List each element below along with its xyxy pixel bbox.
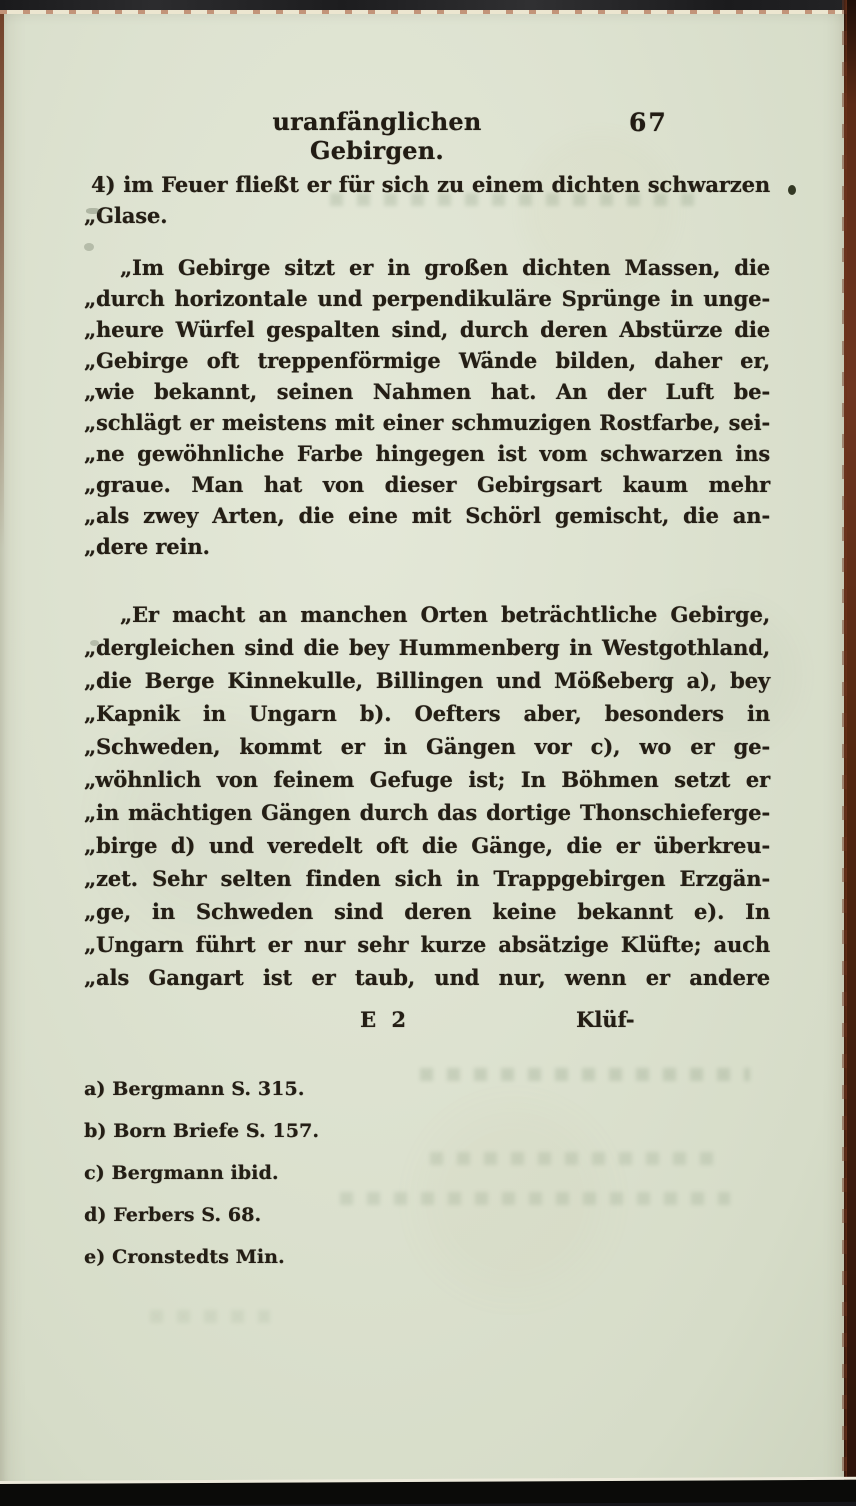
- text-line: „heure Würfel gespalten sind, durch deren Abstürze die: [84, 317, 770, 342]
- text-line: „birge d) und veredelt oft die Gänge, die er überkreu-: [84, 833, 770, 858]
- text-line: „graue. Man hat von dieser Gebirgsart kaum mehr: [84, 472, 770, 497]
- text-line: „Er macht an manchen Orten beträchtliche Gebirge,: [120, 602, 770, 627]
- text-line: „Glase.: [84, 203, 168, 228]
- paragraph: [84, 169, 770, 231]
- text-line: „als zwey Arten, die eine mit Schörl gemischt, die an-: [84, 503, 770, 528]
- page-left-edge: [0, 9, 4, 549]
- page-title: uranfänglichen Gebirgen.: [272, 107, 482, 165]
- bleedthrough-ghost: [150, 1310, 270, 1323]
- paragraph: [84, 252, 770, 562]
- text-line: „als Gangart ist er taub, und nur, wenn er andere: [84, 965, 770, 990]
- footnote: a) Bergmann S. 315.: [84, 1078, 305, 1100]
- text-line: „zet. Sehr selten finden sich in Trappgebirgen Erzgän-: [84, 866, 770, 891]
- text-line: „in mächtigen Gängen durch das dortige Thonschieferge-: [84, 800, 770, 825]
- text-line: „Gebirge oft treppenförmige Wände bilden, daher er,: [84, 348, 770, 373]
- signature-mark: E 2: [360, 1007, 410, 1032]
- footnote: e) Cronstedts Min.: [84, 1246, 285, 1268]
- paragraph: [84, 598, 770, 994]
- text-line: „schlägt er meistens mit einer schmuzigen Rostfarbe, sei-: [84, 410, 770, 435]
- text-line: „wie bekannt, seinen Nahmen hat. An der Luft be-: [84, 379, 770, 404]
- text-line: 4) im Feuer fließt er für sich zu einem dichten schwarzen: [91, 172, 770, 197]
- book-spine-edge-fray: [842, 0, 847, 1500]
- page-number: 67: [629, 108, 668, 137]
- text-line: „durch horizontale und perpendikuläre Sprünge in unge-: [84, 286, 770, 311]
- footnote: c) Bergmann ibid.: [84, 1162, 279, 1184]
- text-line: „ne gewöhnliche Farbe hingegen ist vom schwarzen ins: [84, 441, 770, 466]
- catchword: Klüf-: [576, 1007, 635, 1032]
- footnote: b) Born Briefe S. 157.: [84, 1120, 320, 1142]
- text-line: „dere rein.: [84, 534, 210, 559]
- text-line: „dergleichen sind die bey Hummenberg in Westgothland,: [84, 635, 770, 660]
- text-line: „Ungarn führt er nur sehr kurze absätzige Klüfte; auch: [84, 932, 770, 957]
- text-line: „ge, in Schweden sind deren keine bekannt e). In: [84, 899, 770, 924]
- footnotes: [84, 1068, 770, 1278]
- text-line: „Kapnik in Ungarn b). Oefters aber, besonders in: [84, 701, 770, 726]
- body-text: [84, 169, 770, 1278]
- footnote: d) Ferbers S. 68.: [84, 1204, 262, 1226]
- page-top-edge-tint: [0, 10, 856, 14]
- text-line: „Im Gebirge sitzt er in großen dichten Massen, die: [120, 255, 770, 280]
- text-line: „wöhnlich von feinem Gefuge ist; In Böhmen setzt er: [84, 767, 770, 792]
- ink-speck: [788, 185, 796, 195]
- scan-bottom-edge: [0, 1480, 856, 1506]
- text-line: „Schweden, kommt er in Gängen vor c), wo er ge-: [84, 734, 770, 759]
- text-line: „die Berge Kinnekulle, Billingen und Mößeberg a), bey: [84, 668, 770, 693]
- signature-row: [84, 1007, 770, 1041]
- scan-top-edge: [0, 0, 856, 10]
